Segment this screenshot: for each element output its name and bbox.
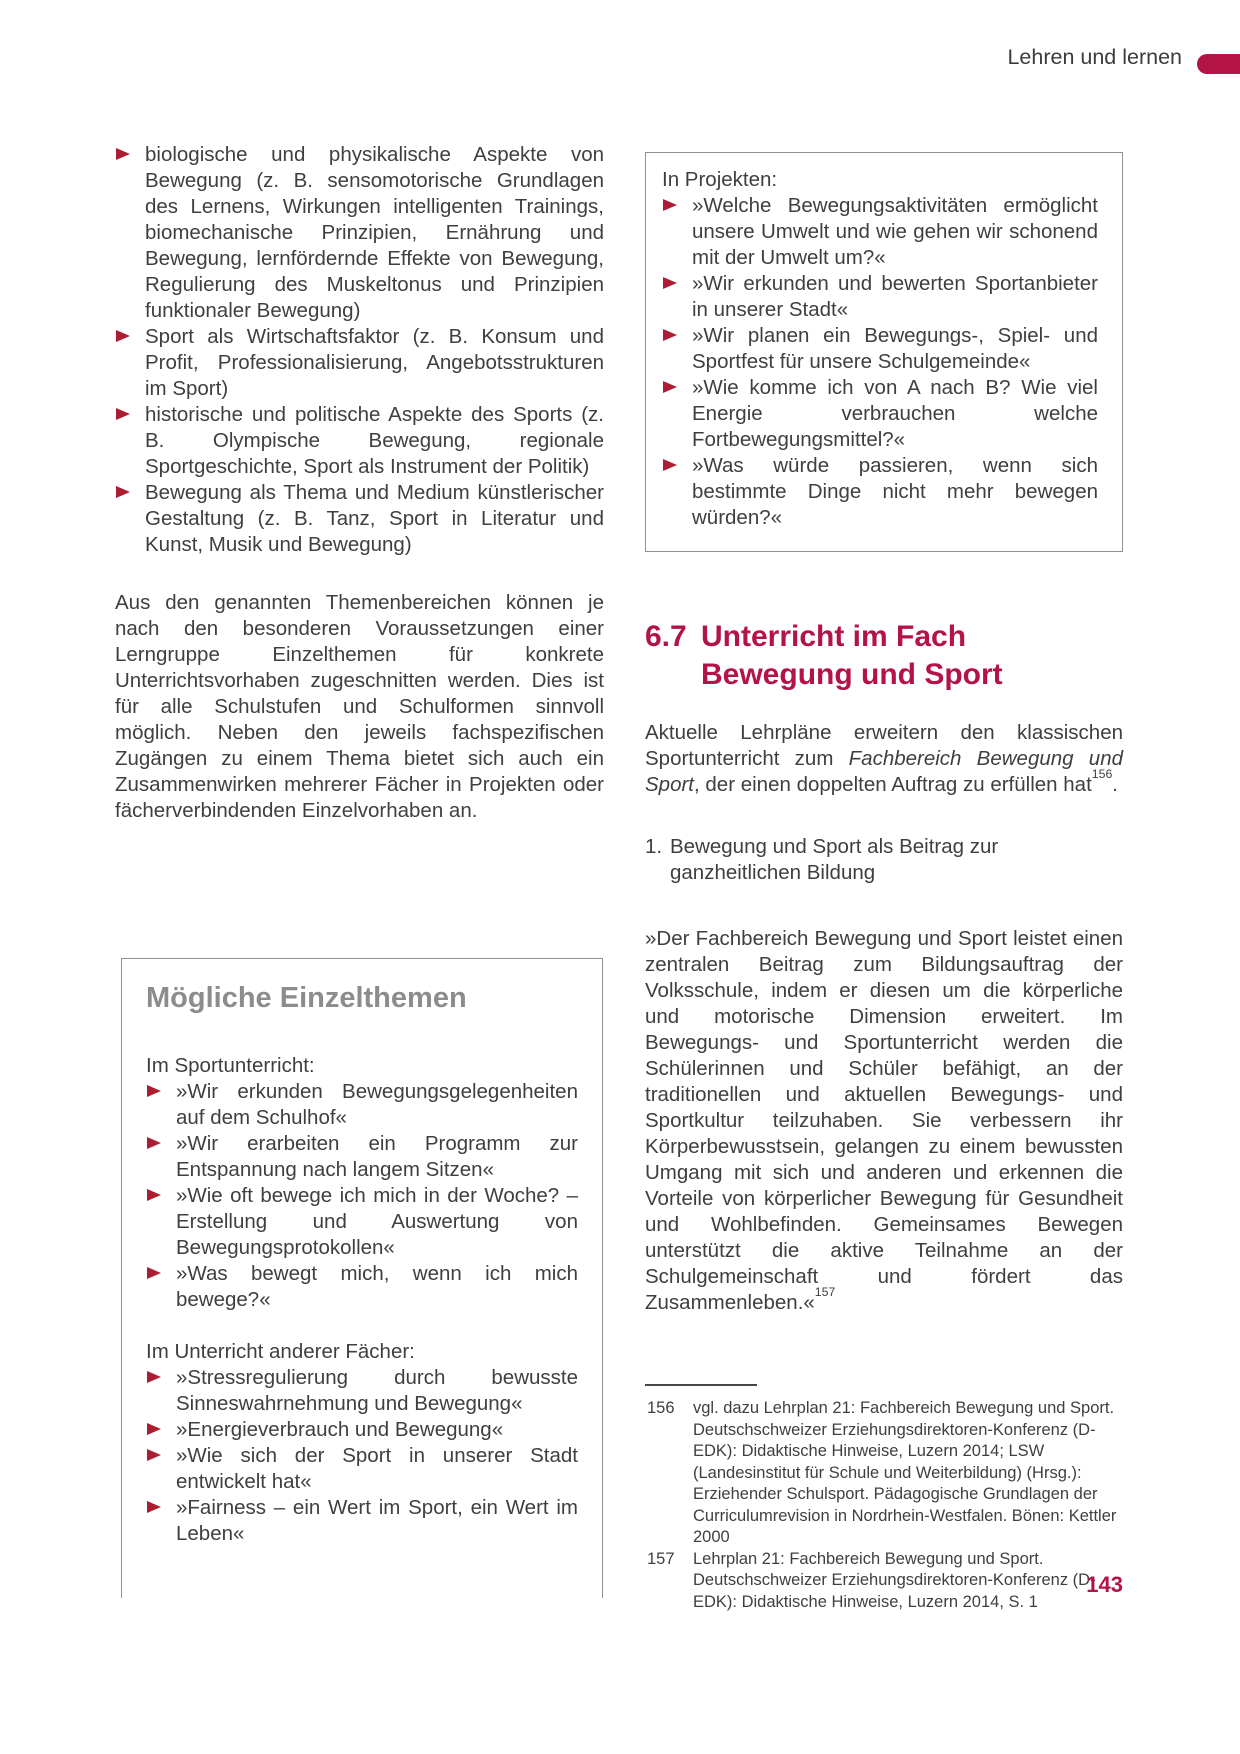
projects-box — [645, 152, 1123, 552]
bullet-triangle-icon — [116, 486, 130, 498]
list-item-text: biologische und physikalische Aspekte von Bewegung (z. B. sensomotorische Grundlagen des Lernens, Wirkungen intelligenten Trainings, biomechanische Prinzipien, Ernährung und Bewegung, lernfördernde Effekte von Bewegung, Regulierung des Muskeltonus und Prinzipien funktionaler Bewegung) — [145, 143, 604, 322]
footnote-text: Lehrplan 21: Fachbereich Bewegung und Sport. Deutschschweizer Erziehungsdirektoren-Konferenz (D-EDK): Didaktische Hinweise, Luzern 2014, S. 1 — [693, 1549, 1096, 1611]
bullet-triangle-icon — [116, 148, 130, 160]
intro-text-pre: Aktuelle Lehrpläne erweitern den klassischen Sportunterricht zum — [645, 721, 1123, 770]
list-item-text: »Wie sich der Sport in unserer Stadt entwickelt hat« — [176, 1444, 578, 1493]
list-item-text: »Energieverbrauch und Bewegung« — [176, 1418, 504, 1441]
other-subjects-items-list — [146, 1365, 578, 1547]
bullet-triangle-icon — [663, 329, 677, 341]
list-item-text: »Welche Bewegungsaktivitäten ermöglicht unsere Umwelt und wie gehen wir schonend mit der Umwelt um?« — [692, 194, 1098, 269]
bullet-triangle-icon — [116, 408, 130, 420]
list-item — [146, 1417, 578, 1443]
footnote-separator — [645, 1384, 757, 1386]
running-header-label: Lehren und lernen — [1007, 45, 1182, 69]
list-item-text: »Wir erkunden Bewegungsgelegenheiten auf dem Schulhof« — [176, 1080, 578, 1129]
group-label-sport: Im Sportunterricht: — [146, 1054, 315, 1077]
bullet-triangle-icon — [147, 1137, 161, 1149]
bullet-triangle-icon — [147, 1085, 161, 1097]
intro-closing: . — [1112, 773, 1118, 796]
quote-paragraph — [645, 926, 1123, 1316]
section-heading — [645, 618, 1123, 694]
list-item — [146, 1365, 578, 1417]
list-item — [115, 142, 604, 324]
footnote-ref-156: 156 — [1091, 766, 1113, 781]
group-label-other-subjects: Im Unterricht anderer Fächer: — [146, 1340, 415, 1363]
list-item-text: »Stressregulierung durch bewusste Sinneswahrnehmung und Bewegung« — [176, 1366, 578, 1415]
list-item — [146, 1131, 578, 1183]
list-item-text: »Wir erarbeiten ein Programm zur Entspannung nach langem Sitzen« — [176, 1132, 578, 1181]
italic-phrase: Fachbereich Bewegung und Sport — [645, 747, 1123, 796]
topic-bullet-list — [115, 142, 604, 558]
footnote-item — [645, 1398, 1123, 1549]
footnote-number: 156 — [647, 1399, 675, 1417]
bullet-triangle-icon — [663, 199, 677, 211]
section-title-line2: Bewegung und Sport — [701, 658, 1003, 691]
list-item-text: »Fairness – ein Wert im Sport, ein Wert im Leben« — [176, 1496, 578, 1545]
list-item — [662, 375, 1098, 453]
list-item-text: »Was würde passieren, wenn sich bestimmte Dinge nicht mehr bewegen würden?« — [692, 454, 1098, 529]
list-item-text: »Wie oft bewege ich mich in der Woche? – Erstellung und Auswertung von Bewegungsprotokollen« — [176, 1184, 578, 1259]
bullet-triangle-icon — [147, 1371, 161, 1383]
numbered-item — [645, 834, 1123, 886]
bullet-triangle-icon — [116, 330, 130, 342]
bullet-triangle-icon — [147, 1189, 161, 1201]
possible-topics-box — [121, 958, 603, 1598]
lead-paragraph: Aus den genannten Themenbereichen können je nach den besonderen Voraussetzungen einer Lerngruppe Einzelthemen für konkrete Unterrichtsvorhaben zugeschnitten werden. Dies ist für alle Schulstufen und Schulformen sinnvoll möglich. Neben den jeweils fachspezifischen Zugängen zu einem Thema bietet sich auch ein Zusammenwirken mehrerer Fächer in Projekten oder fächerverbindenden Einzelvorhaben an. — [115, 591, 604, 822]
list-item — [146, 1261, 578, 1313]
list-item — [115, 480, 604, 558]
list-item — [115, 324, 604, 402]
numbered-item-text: Bewegung und Sport als Beitrag zur ganzheitlichen Bildung — [670, 835, 999, 884]
footnote-ref-157: 157 — [814, 1284, 836, 1299]
intro-text-post: , der einen doppelten Auftrag zu erfüllen hat — [694, 773, 1092, 796]
numbered-item-number: 1. — [645, 835, 663, 858]
bullet-triangle-icon — [147, 1267, 161, 1279]
list-item-text: historische und politische Aspekte des Sports (z. B. Olympische Bewegung, regionale Sportgeschichte, Sport als Instrument der Politik) — [145, 403, 604, 478]
footnote-text: vgl. dazu Lehrplan 21: Fachbereich Bewegung und Sport. Deutschschweizer Erziehungsdirektoren-Konferenz (D-EDK): Didaktische Hinweise, Luzern 2014; LSW (Landesinstitut für Schule und Weiterbildung) (Hrsg.): Erziehender Schulsport. Pädagogische Grundlagen der Curriculumrevision in Nordrhein-Westfalen. Bönen: Kettler 2000 — [693, 1399, 1117, 1546]
list-item-text: »Was bewegt mich, wenn ich mich bewege?« — [176, 1262, 578, 1311]
group-label-projects: In Projekten: — [662, 168, 778, 191]
sport-items-list — [146, 1079, 578, 1313]
list-item — [146, 1495, 578, 1547]
bullet-triangle-icon — [147, 1423, 161, 1435]
list-item-text: Sport als Wirtschaftsfaktor (z. B. Konsum und Profit, Professionalisierung, Angebotsstrukturen im Sport) — [145, 325, 604, 400]
list-item — [662, 453, 1098, 531]
bullet-triangle-icon — [663, 381, 677, 393]
list-item — [146, 1183, 578, 1261]
intro-paragraph — [645, 720, 1123, 798]
list-item-text: »Wie komme ich von A nach B? Wie viel Energie verbrauchen welche Fortbewegungsmittel?« — [692, 376, 1098, 451]
list-item — [662, 193, 1098, 271]
quote-text: »Der Fachbereich Bewegung und Sport leistet einen zentralen Beitrag zum Bildungsauftrag der Volksschule, indem er diesen um die körperliche und motorische Dimension erweitert. Im Bewegungs- und Sportunterricht werden die Schülerinnen und Schüler befähigt, an der traditionellen und aktuellen Bewegungs- und Sportkultur teilzuhaben. Sie verbessern ihr Körperbewusstsein, gelangen zu einem bewussten Umgang mit sich und anderen und erkennen die Vorteile von körperlicher Bewegung für Gesundheit und Wohlbefinden. Gemeinsames Bewegen unterstützt die aktive Teilnahme an der Schulgemeinschaft und fördert das Zusammenleben.« — [645, 927, 1123, 1314]
list-item — [115, 402, 604, 480]
footnote-number: 157 — [647, 1549, 675, 1568]
bullet-triangle-icon — [663, 277, 677, 289]
box-title: Mögliche Einzelthemen — [146, 982, 467, 1014]
bullet-triangle-icon — [663, 459, 677, 471]
list-item — [146, 1079, 578, 1131]
projects-items-list — [662, 193, 1098, 531]
chapter-tab-marker — [1197, 54, 1240, 74]
section-6-7 — [645, 618, 1123, 1316]
section-number: 6.7 — [645, 620, 687, 653]
bullet-triangle-icon — [147, 1501, 161, 1513]
page-number: 143 — [1086, 1572, 1123, 1597]
list-item-text: Bewegung als Thema und Medium künstlerischer Gestaltung (z. B. Tanz, Sport in Literatur und Kunst, Musik und Bewegung) — [145, 481, 604, 556]
section-title — [701, 618, 1003, 694]
bullet-triangle-icon — [147, 1449, 161, 1461]
list-item — [146, 1443, 578, 1495]
list-item-text: »Wir planen ein Bewegungs-, Spiel- und Sportfest für unsere Schulgemeinde« — [692, 324, 1098, 373]
list-item — [662, 271, 1098, 323]
section-title-line1: Unterricht im Fach — [701, 620, 967, 653]
list-item-text: »Wir erkunden und bewerten Sportanbieter in unserer Stadt« — [692, 272, 1098, 321]
list-item — [662, 323, 1098, 375]
